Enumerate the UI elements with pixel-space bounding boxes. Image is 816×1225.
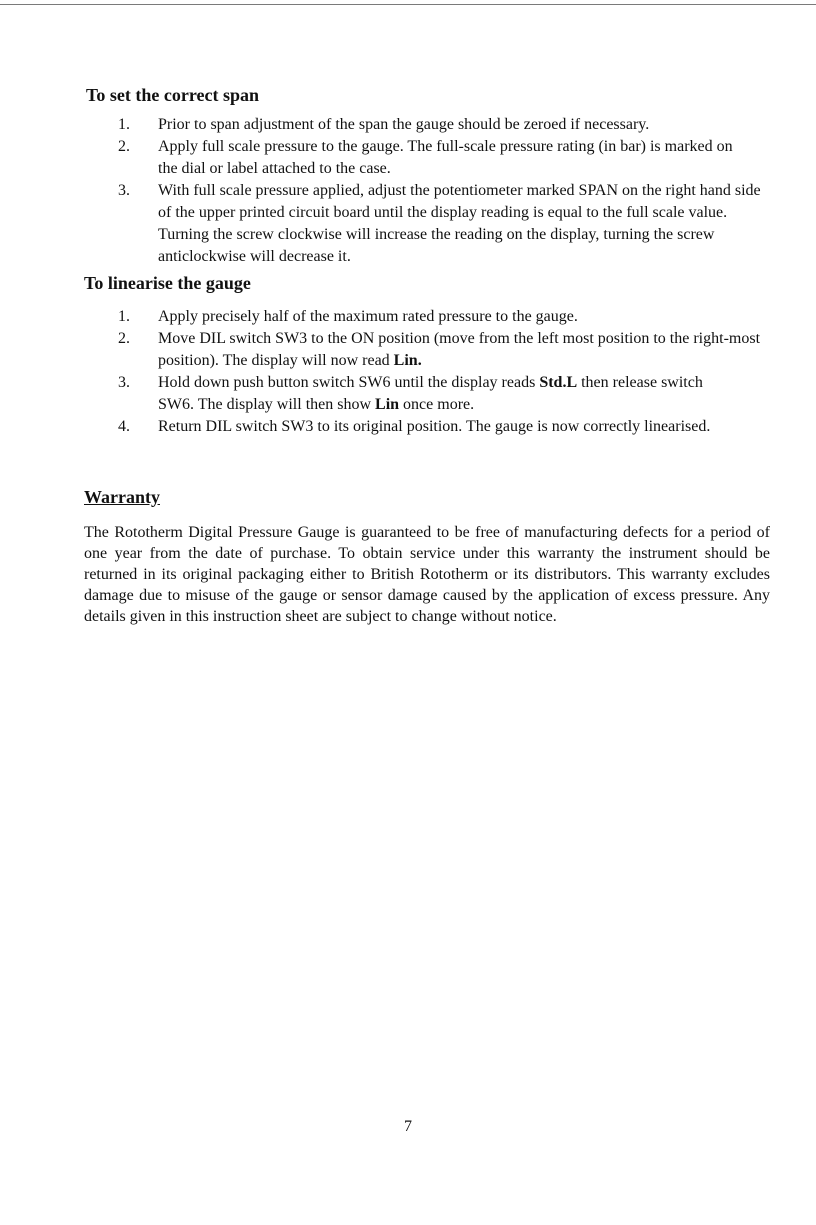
- step-number: 3.: [118, 374, 130, 391]
- span-heading: To set the correct span: [86, 85, 259, 105]
- step-text: Return DIL switch SW3 to its original position. The gauge is now correctly linearised.: [158, 418, 711, 435]
- warranty-heading: Warranty: [84, 487, 160, 507]
- step-text-plain: Move DIL switch SW3 to the ON position (move from the left most position to the right-most position). The display will now read: [158, 330, 761, 369]
- step-text-plain: then release switch SW6. The display will then show: [158, 374, 703, 413]
- display-code-lin: Lin.: [393, 352, 422, 369]
- step-number: 2.: [118, 330, 130, 347]
- step-text: [158, 372, 728, 416]
- step-number: 1.: [118, 308, 130, 325]
- scan-edge-line: [0, 4, 816, 5]
- step-number: 4.: [118, 418, 130, 435]
- step-number: 2.: [118, 138, 130, 155]
- step-text: Prior to span adjustment of the span the gauge should be zeroed if necessary.: [158, 116, 650, 133]
- step-text: Apply full scale pressure to the gauge. The full-scale pressure rating (in bar) is marked on the dial or label attached to the case.: [158, 138, 733, 177]
- page-number: 7: [404, 1118, 412, 1135]
- display-code-lin: Lin: [375, 396, 400, 413]
- display-code-stdl: Std.L: [539, 374, 578, 391]
- step-number: 1.: [118, 116, 130, 133]
- step-number: 3.: [118, 182, 130, 199]
- step-text-plain: Hold down push button switch SW6 until the display reads: [158, 374, 540, 391]
- linearise-heading: To linearise the gauge: [84, 273, 251, 293]
- step-text: With full scale pressure applied, adjust the potentiometer marked SPAN on the right hand side of the upper printed circuit board until the display reading is equal to the full scale value. Turning the screw clockwise will increase the reading on the display, turning the screw anticlockwise will decrease it.: [158, 182, 761, 265]
- warranty-paragraph: The Rototherm Digital Pressure Gauge is guaranteed to be free of manufacturing defects for a period of one year from the date of purchase. To obtain service under this warranty the instrument should be returned in its original packaging either to British Rototherm or its distributors. This warranty excludes damage due to misuse of the gauge or sensor damage caused by the application of excess pressure. Any details given in this instruction sheet are subject to change without notice.: [84, 524, 770, 625]
- step-text-plain: once more.: [399, 396, 475, 413]
- step-text: Apply precisely half of the maximum rated pressure to the gauge.: [158, 308, 578, 325]
- step-text: [158, 328, 770, 372]
